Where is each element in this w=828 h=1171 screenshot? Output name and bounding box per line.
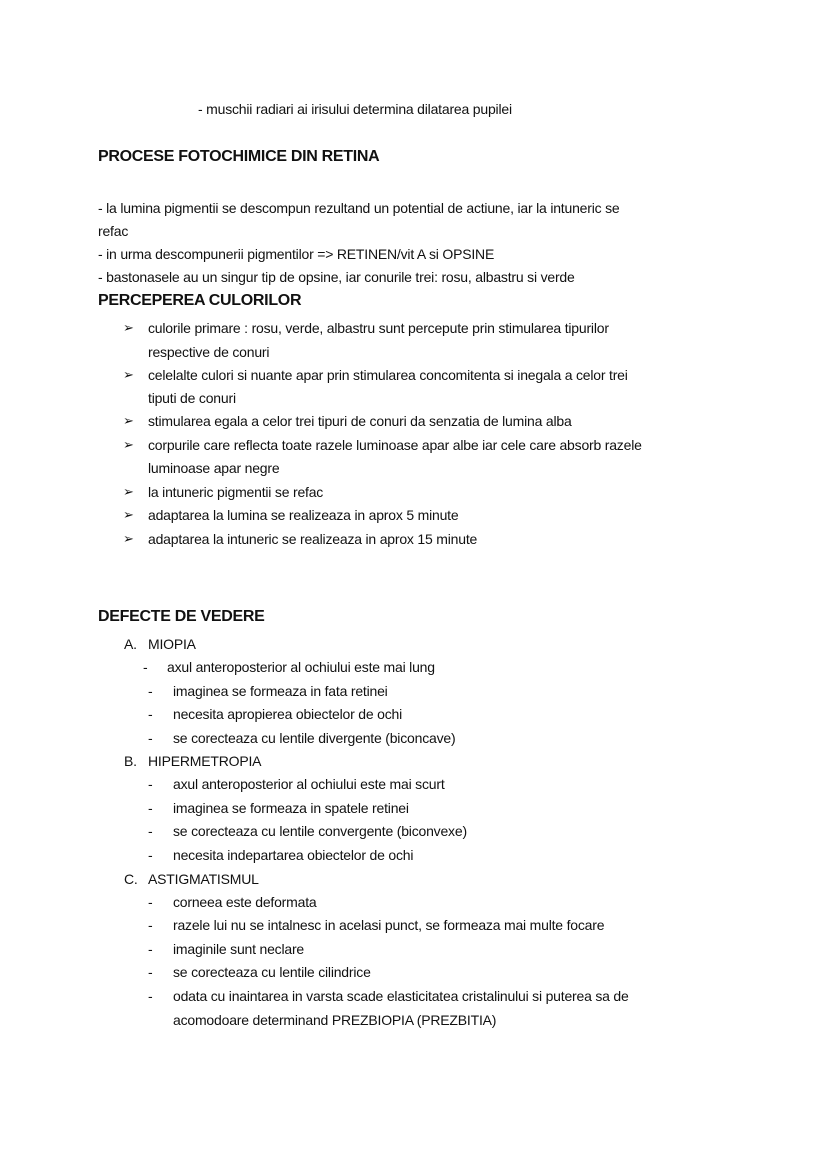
defect-title: MIOPIA — [148, 636, 196, 652]
defect-item: imaginea se formeaza in spatele retinei — [173, 800, 409, 816]
dash-marker: - — [148, 776, 153, 792]
list-marker: A. — [124, 636, 137, 652]
bullet-text: tiputi de conuri — [148, 390, 236, 406]
defect-item: se corecteaza cu lentile cilindrice — [173, 964, 371, 980]
arrow-bullet-icon: ➢ — [123, 437, 134, 452]
paragraph-line: refac — [98, 223, 129, 239]
dash-marker: - — [148, 730, 153, 746]
heading-procese-fotochimice: PROCESE FOTOCHIMICE DIN RETINA — [98, 148, 380, 165]
list-marker: C. — [124, 871, 138, 887]
bullet-text: stimularea egala a celor trei tipuri de conuri da senzatia de lumina alba — [148, 413, 572, 429]
paragraph-line: - la lumina pigmentii se descompun rezultand un potential de actiune, iar la intuneric se — [98, 200, 620, 216]
paragraph-line: - bastonasele au un singur tip de opsine, iar conurile trei: rosu, albastru si verde — [98, 269, 575, 285]
defect-item: se corecteaza cu lentile divergente (biconcave) — [173, 730, 456, 746]
bullet-text: luminoase apar negre — [148, 460, 280, 476]
defect-item: imaginile sunt neclare — [173, 941, 305, 957]
dash-marker: - — [148, 917, 153, 933]
bullet-text: adaptarea la lumina se realizeaza in aprox 5 minute — [148, 507, 459, 523]
defect-item: corneea este deformata — [173, 894, 317, 910]
defect-item: imaginea se formeaza in fata retinei — [173, 683, 388, 699]
list-marker: B. — [124, 753, 137, 769]
dash-marker: - — [148, 988, 153, 1004]
dash-marker: - — [148, 894, 153, 910]
bullet-text: corpurile care reflecta toate razele luminoase apar albe iar cele care absorb razele — [148, 437, 642, 453]
dash-marker: - — [143, 659, 148, 675]
defect-item: se corecteaza cu lentile convergente (biconvexe) — [173, 823, 467, 839]
dash-marker: - — [148, 706, 153, 722]
dash-marker: - — [148, 800, 153, 816]
heading-defecte-de-vedere: DEFECTE DE VEDERE — [98, 608, 265, 625]
arrow-bullet-icon: ➢ — [123, 413, 134, 428]
arrow-bullet-icon: ➢ — [123, 531, 134, 546]
defect-item: necesita indepartarea obiectelor de ochi — [173, 847, 414, 863]
defect-item: axul anteroposterior al ochiului este mai lung — [167, 659, 435, 675]
bullet-text: culorile primare : rosu, verde, albastru sunt percepute prin stimularea tipurilor — [148, 320, 609, 336]
paragraph-line: - in urma descompunerii pigmentilor => RETINEN/vit A si OPSINE — [98, 246, 495, 262]
arrow-bullet-icon: ➢ — [123, 320, 134, 335]
arrow-bullet-icon: ➢ — [123, 484, 134, 499]
intro-line: - muschii radiari ai irisului determina dilatarea pupilei — [198, 101, 512, 117]
arrow-bullet-icon: ➢ — [123, 367, 134, 382]
defect-item: necesita apropierea obiectelor de ochi — [173, 706, 402, 722]
bullet-text: adaptarea la intuneric se realizeaza in aprox 15 minute — [148, 531, 478, 547]
defect-title: ASTIGMATISMUL — [148, 871, 259, 887]
defect-item: odata cu inaintarea in varsta scade elasticitatea cristalinului si puterea sa de — [173, 988, 629, 1004]
arrow-bullet-icon: ➢ — [123, 507, 134, 522]
defect-item: razele lui nu se intalnesc in acelasi punct, se formeaza mai multe focare — [173, 917, 605, 933]
dash-marker: - — [148, 941, 153, 957]
heading-perceperea-culorilor: PERCEPEREA CULORILOR — [98, 292, 302, 309]
bullet-text: la intuneric pigmentii se refac — [148, 484, 324, 500]
bullet-text: celelalte culori si nuante apar prin stimularea concomitenta si inegala a celor trei — [148, 367, 628, 383]
defect-title: HIPERMETROPIA — [148, 753, 262, 769]
bullet-text: respective de conuri — [148, 344, 270, 360]
dash-marker: - — [148, 964, 153, 980]
defect-item: axul anteroposterior al ochiului este mai scurt — [173, 776, 445, 792]
dash-marker: - — [148, 823, 153, 839]
dash-marker: - — [148, 683, 153, 699]
defect-item-continuation: acomodoare determinand PREZBIOPIA (PREZBITIA) — [173, 1012, 497, 1028]
dash-marker: - — [148, 847, 153, 863]
